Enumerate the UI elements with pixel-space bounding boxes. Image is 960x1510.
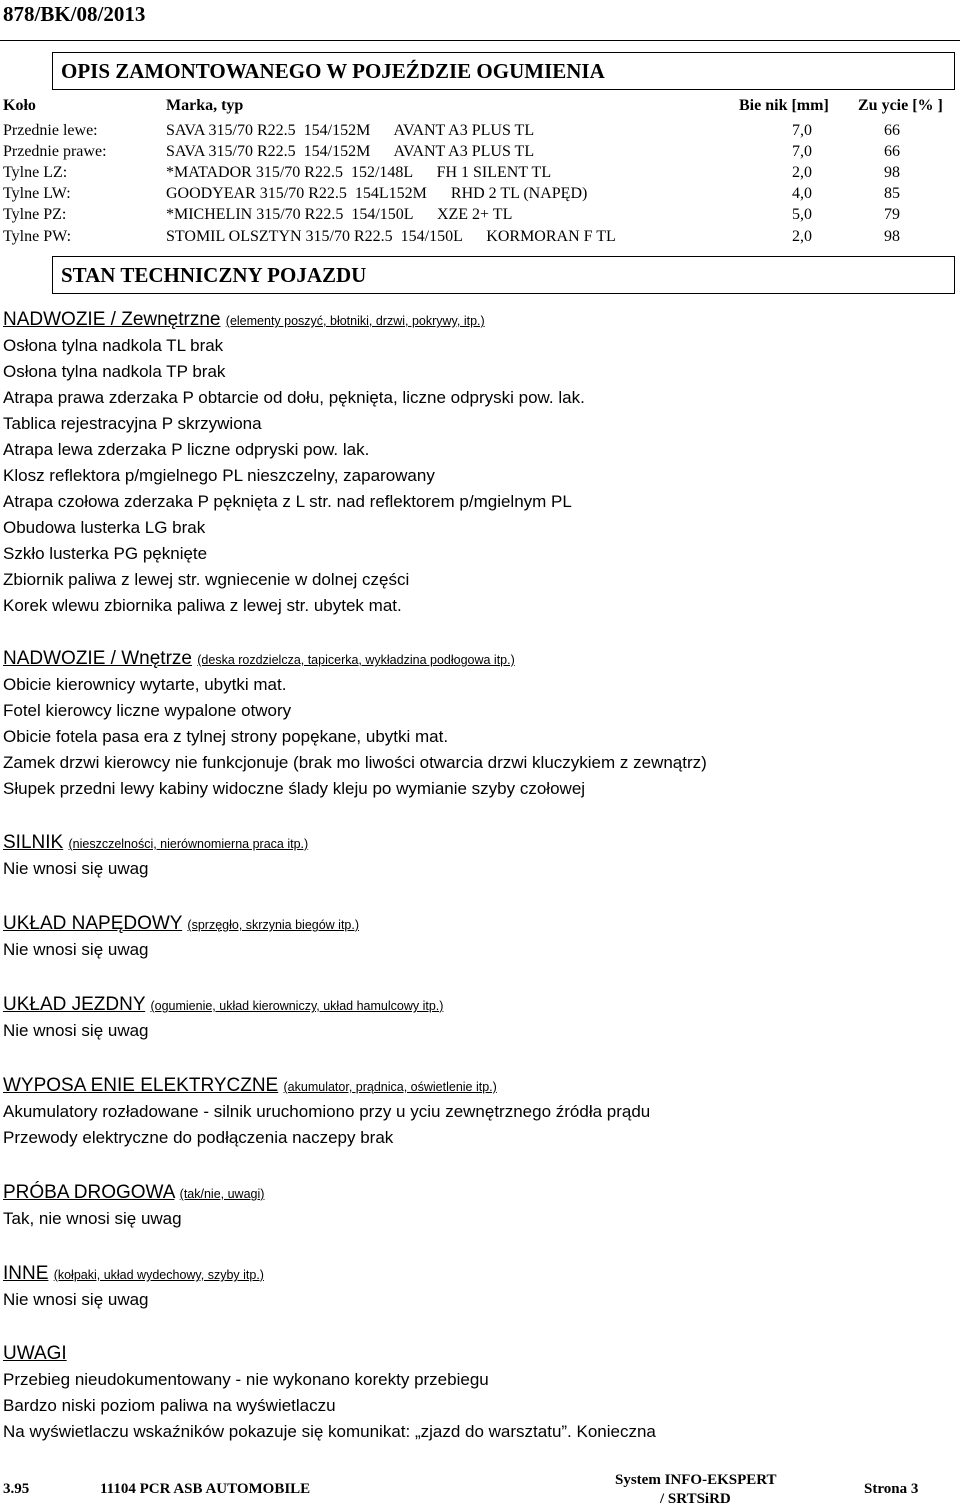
tire-tread-depth: 5,0 (792, 206, 812, 223)
tire-spec: *MICHELIN 315/70 R22.5 154/150L XZE 2+ TL (166, 206, 513, 223)
section-heading (3, 911, 957, 937)
section-other (3, 1261, 957, 1313)
section-line: Klosz reflektora p/mgielnego PL nieszczelny, zaparowany (3, 466, 435, 485)
section-road-test (3, 1180, 957, 1232)
section-line: Szkło lusterka PG pęknięte (3, 544, 208, 563)
tire-row (0, 226, 960, 247)
section-line: Atrapa lewa zderzaka P liczne odpryski pow. lak. (3, 440, 370, 459)
section-line: Przebieg nieudokumentowany - nie wykonano korekty przebiegu (3, 1370, 489, 1389)
tire-spec: SAVA 315/70 R22.5 154/152M AVANT A3 PLUS TL (166, 143, 535, 160)
tire-position: Tylne LZ: (3, 164, 68, 181)
section-title: NADWOZIE / Wnętrze (3, 648, 192, 669)
section-line: Osłona tylna nadkola TL brak (3, 336, 224, 355)
section-note: (kołpaki, układ wydechowy, szyby itp.) (53, 1268, 264, 1282)
section-heading (3, 830, 957, 856)
tires-table-header (0, 95, 960, 116)
section-heading (3, 646, 957, 672)
section-line: Zamek drzwi kierowcy nie funkcjonuje (brak mo liwości otwarcia drzwi kluczykiem z zewnątrz) (3, 753, 707, 772)
section-note: (sprzęgło, skrzynia biegów itp.) (187, 918, 360, 932)
section-note: (nieszczelności, nierównomierna praca itp.) (68, 837, 309, 851)
tires-section-title: OPIS ZAMONTOWANEGO W POJEŹDZIE OGUMIENIA (52, 52, 955, 90)
tire-row (0, 204, 960, 225)
section-line: Nie wnosi się uwag (3, 940, 149, 959)
footer-page-number: Strona 3 (864, 1481, 919, 1497)
section-heading (3, 1073, 957, 1099)
tire-row (0, 141, 960, 162)
tire-wear: 85 (884, 185, 900, 202)
section-note: (ogumienie, układ kierowniczy, układ hamulcowy itp.) (150, 999, 444, 1013)
document-id: 878/BK/08/2013 (3, 2, 146, 26)
section-body-ext (3, 307, 957, 619)
section-heading (3, 1180, 957, 1206)
tire-tread-depth: 4,0 (792, 185, 812, 202)
section-line: Obicie kierownicy wytarte, ubytki mat. (3, 675, 287, 694)
tire-tread-depth: 7,0 (792, 122, 812, 139)
section-note: (tak/nie, uwagi) (179, 1187, 265, 1201)
section-line: Obudowa lusterka LG brak (3, 518, 206, 537)
tire-wear: 98 (884, 228, 900, 245)
section-line: Zbiornik paliwa z lewej str. wgniecenie w dolnej części (3, 570, 410, 589)
section-body-int (3, 646, 957, 802)
section-line: Nie wnosi się uwag (3, 1021, 149, 1040)
footer-template: 11104 PCR ASB AUTOMOBILE (100, 1481, 311, 1497)
section-electrical (3, 1073, 957, 1151)
section-heading (3, 1261, 957, 1287)
section-line: Atrapa prawa zderzaka P obtarcie od dołu, pęknięta, liczne odpryski pow. lak. (3, 388, 585, 407)
section-line: Nie wnosi się uwag (3, 1290, 149, 1309)
tire-spec: SAVA 315/70 R22.5 154/152M AVANT A3 PLUS TL (166, 122, 535, 139)
tire-wear: 79 (884, 206, 900, 223)
tire-wear: 98 (884, 164, 900, 181)
tire-position: Przednie lewe: (3, 122, 98, 139)
tire-row (0, 162, 960, 183)
col-depth: Bie nik [mm] (739, 97, 829, 114)
section-line: Bardzo niski poziom paliwa na wyświetlaczu (3, 1396, 336, 1415)
section-line: Tablica rejestracyjna P skrzywiona (3, 414, 262, 433)
section-title: SILNIK (3, 832, 64, 853)
section-engine (3, 830, 957, 882)
footer-system-sub: / SRTSiRD (660, 1491, 731, 1507)
section-line: Tak, nie wnosi się uwag (3, 1209, 182, 1228)
section-title: WYPOSA ENIE ELEKTRYCZNE (3, 1075, 279, 1096)
section-line: Na wyświetlaczu wskaźników pokazuje się komunikat: „zjazd do warsztatu”. Konieczna (3, 1422, 656, 1441)
tire-position: Przednie prawe: (3, 143, 107, 160)
section-chassis (3, 992, 957, 1044)
section-line: Przewody elektryczne do podłączenia naczepy brak (3, 1128, 394, 1147)
section-drivetrain (3, 911, 957, 963)
col-position: Koło (3, 97, 36, 114)
section-note: (deska rozdzielcza, tapicerka, wykładzina podłogowa itp.) (197, 653, 515, 667)
section-line: Obicie fotela pasa era z tylnej strony popękane, ubytki mat. (3, 727, 449, 746)
section-line: Fotel kierowcy liczne wypalone otwory (3, 701, 292, 720)
section-note: (elementy poszyć, błotniki, drzwi, pokrywy, itp.) (225, 314, 485, 328)
footer-system: System INFO-EKSPERT (615, 1472, 777, 1488)
tire-spec: STOMIL OLSZTYN 315/70 R22.5 154/150L KORMORAN F TL (166, 228, 616, 245)
section-heading (3, 992, 957, 1018)
tire-spec: *MATADOR 315/70 R22.5 152/148L FH 1 SILENT TL (166, 164, 552, 181)
tire-tread-depth: 2,0 (792, 228, 812, 245)
header-divider (0, 40, 960, 41)
section-line: Nie wnosi się uwag (3, 859, 149, 878)
tire-row (0, 120, 960, 141)
section-title: UWAGI (3, 1343, 67, 1364)
col-wear: Zu ycie [% ] (858, 97, 943, 114)
page-footer (0, 1472, 960, 1510)
tire-position: Tylne LW: (3, 185, 71, 202)
section-note: (akumulator, prądnica, oświetlenie itp.) (283, 1080, 497, 1094)
tire-tread-depth: 7,0 (792, 143, 812, 160)
section-line: Akumulatory rozładowane - silnik uruchomiono przy u yciu zewnętrznego źródła prądu (3, 1102, 651, 1121)
section-heading (3, 307, 957, 333)
section-title: NADWOZIE / Zewnętrzne (3, 309, 221, 330)
tire-position: Tylne PZ: (3, 206, 67, 223)
col-spec: Marka, typ (166, 97, 244, 114)
section-title: UKŁAD NAPĘDOWY (3, 913, 183, 934)
section-line: Słupek przedni lewy kabiny widoczne ślady kleju po wymianie szyby czołowej (3, 779, 586, 798)
section-line: Atrapa czołowa zderzaka P pęknięta z L str. nad reflektorem p/mgielnym PL (3, 492, 572, 511)
tire-tread-depth: 2,0 (792, 164, 812, 181)
section-remarks (3, 1341, 957, 1445)
tire-wear: 66 (884, 122, 900, 139)
section-title: UKŁAD JEZDNY (3, 994, 146, 1015)
section-title: PRÓBA DROGOWA (3, 1182, 175, 1203)
section-title: INNE (3, 1263, 49, 1284)
tire-row (0, 183, 960, 204)
tire-position: Tylne PW: (3, 228, 72, 245)
tire-wear: 66 (884, 143, 900, 160)
vehicle-state-title: STAN TECHNICZNY POJAZDU (52, 256, 955, 294)
section-heading (3, 1341, 957, 1367)
footer-version: 3.95 (3, 1481, 30, 1497)
section-line: Osłona tylna nadkola TP brak (3, 362, 226, 381)
tire-spec: GOODYEAR 315/70 R22.5 154L152M RHD 2 TL (NAPĘD) (166, 185, 588, 202)
section-line: Korek wlewu zbiornika paliwa z lewej str. ubytek mat. (3, 596, 402, 615)
